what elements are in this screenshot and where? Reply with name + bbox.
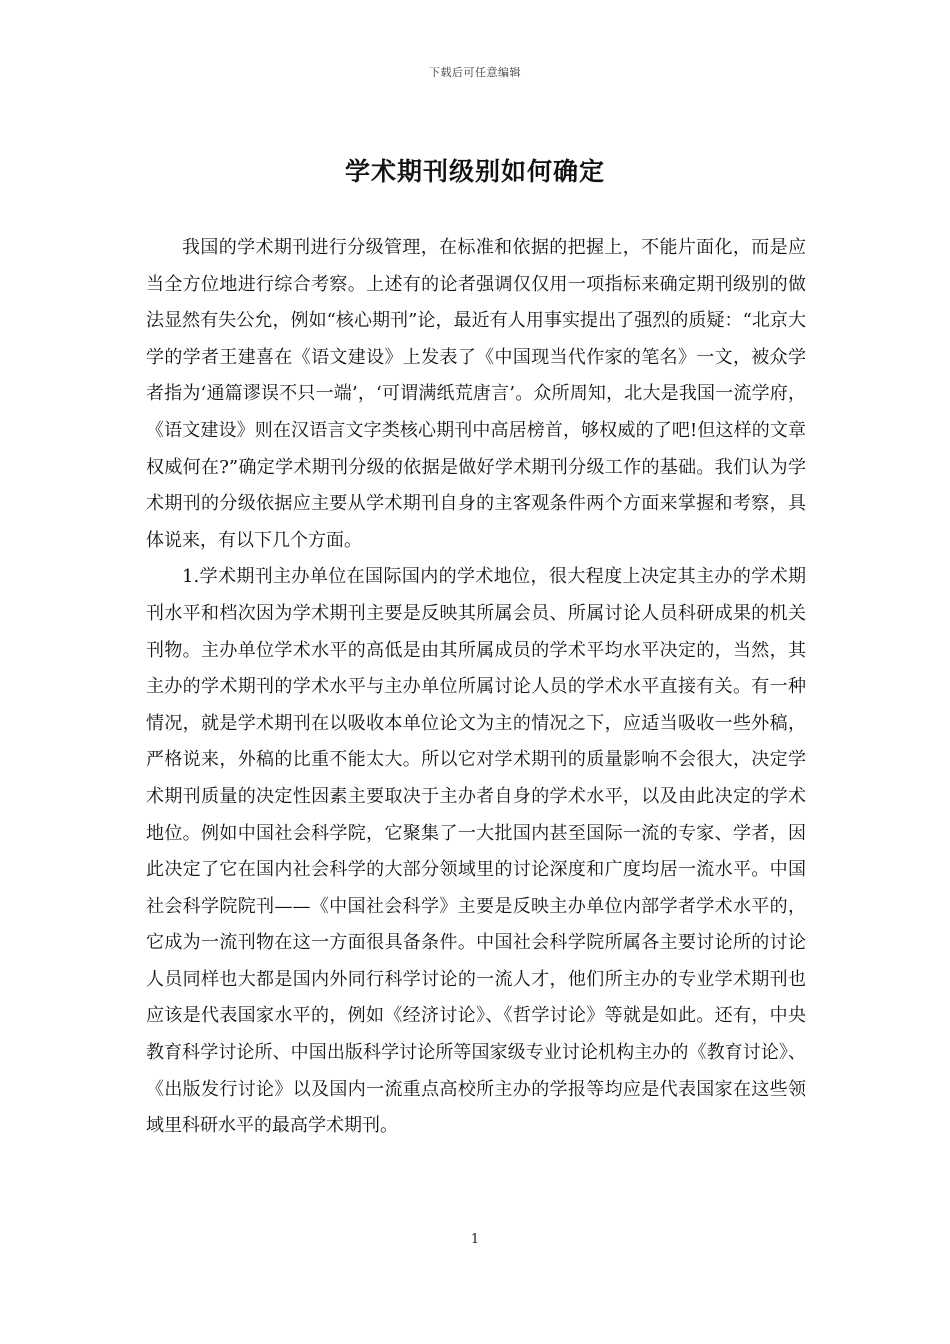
page-number: 1	[470, 1232, 480, 1247]
paragraph: 我国的学术期刊进行分级管理，在标准和依据的把握上，不能片面化，而是应当全方位地进行综合考察。上述有的论者强调仅仅用一项指标来确定期刊级别的做法显然有失公允，例如“核心期刊”论，最近有人用事实提出了强烈的质疑：“北京大学的学者王建喜在《语文建设》上发表了《中国现当代作家的笔名》一文，被众学者指为‘通篇谬误不只一端’，‘可谓满纸荒唐言’。众所周知，北大是我国一流学府，《语文建设》则在汉语言文字类核心期刊中高居榜首，够权威的了吧!但这样的文章权威何在?”确定学术期刊分级的依据是做好学术期刊分级工作的基础。我们认为学术期刊的分级依据应主要从学术期刊自身的主客观条件两个方面来掌握和考察，具体说来，有以下几个方面。	[146, 237, 806, 551]
header-note: 下载后可任意编辑	[429, 66, 521, 79]
paragraph: 1.学术期刊主办单位在国际国内的学术地位，很大程度上决定其主办的学术期刊水平和档次因为学术期刊主要是反映其所属会员、所属讨论人员科研成果的机关刊物。主办单位学术水平的高低是由其所属成员的学术平均水平决定的，当然，其主办的学术期刊的学术水平与主办单位所属讨论人员的学术水平直接有关。有一种情况，就是学术期刊在以吸收本单位论文为主的情况之下，应适当吸收一些外稿，严格说来，外稿的比重不能太大。所以它对学术期刊的质量影响不会很大，决定学术期刊质量的决定性因素主要取决于主办者自身的学术水平，以及由此决定的学术地位。例如中国社会科学院，它聚集了一大批国内甚至国际一流的专家、学者，因此决定了它在国内社会科学的大部分领域里的讨论深度和广度均居一流水平。中国社会科学院院刊——《中国社会科学》主要是反映主办单位内部学者学术水平的，它成为一流刊物在这一方面很具备条件。中国社会科学院所属各主要讨论所的讨论人员同样也大都是国内外同行科学讨论的一流人才，他们所主办的专业学术期刊也应该是代表国家水平的，例如《经济讨论》、《哲学讨论》等就是如此。还有，中央教育科学讨论所、中国出版科学讨论所等国家级专业讨论机构主办的《教育讨论》、《出版发行讨论》以及国内一流重点高校所主办的学报等均应是代表国家在这些领域里科研水平的最高学术期刊。	[146, 566, 806, 1137]
document-body	[146, 230, 806, 1145]
document-title: 学术期刊级别如何确定	[344, 157, 605, 186]
